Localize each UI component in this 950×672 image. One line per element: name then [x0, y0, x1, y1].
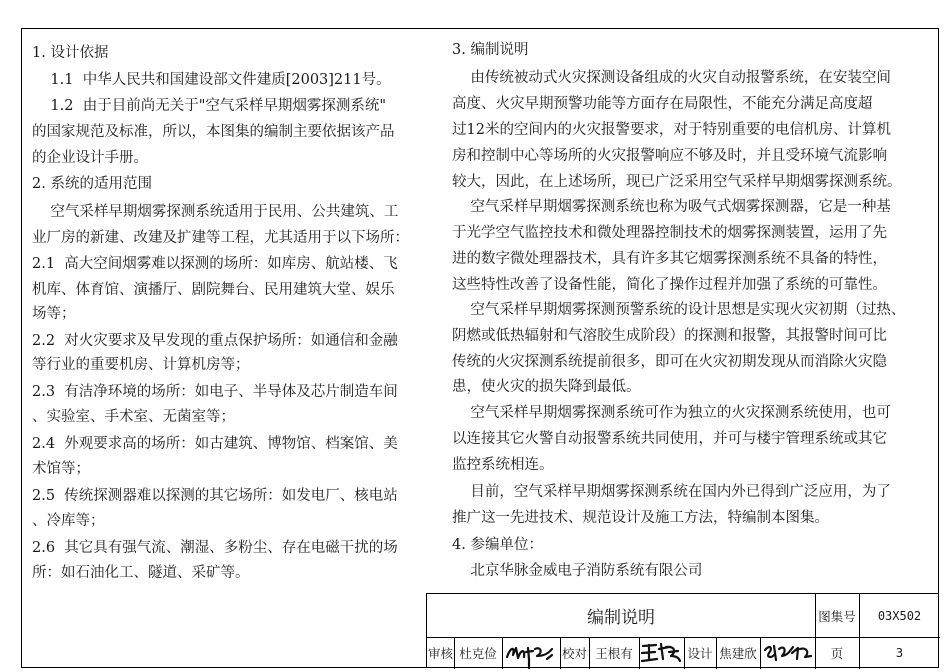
text-line: 空气采样早期烟雾探测系统可作为独立的火灾探测系统使用，也可: [452, 405, 891, 421]
designer-signature: [760, 637, 815, 669]
text-line: 较大，因此，在上述场所，现已广泛采用空气采样早期烟雾探测系统。: [452, 174, 902, 190]
text-line: 于光学空气监控技术和微处理器控制技术的烟雾探测装置，运用了先: [452, 225, 887, 241]
signature-icon: [502, 637, 560, 669]
text-line: 这些特性改善了设备性能，简化了操作过程并加强了系统的可靠性。: [452, 277, 887, 293]
text-line: 空气采样早期烟雾探测系统也称为吸气式烟雾探测器，它是一种基: [452, 199, 891, 215]
text-line: 患，使火灾的损失降到最低。: [452, 379, 641, 395]
text-line: 北京华脉金威电子消防系统有限公司: [452, 563, 703, 579]
text-line: 2.3 有洁净环境的场所：如电子、半导体及芯片制造车间: [32, 384, 398, 400]
check-label: 校对: [561, 646, 587, 661]
text-line: 1.1 中华人民共和国建设部文件建质[2003]211号。: [32, 72, 391, 88]
title-block: [426, 593, 939, 668]
text-line: 2.1 高大空间烟雾难以探测的场所：如库房、航站楼、飞: [32, 256, 398, 272]
text-line: 业厂房的新建、改建及扩建等工程，尤其适用于以下场所：: [32, 230, 409, 246]
signature-icon: [639, 637, 684, 669]
review-label: 审核: [427, 646, 453, 661]
section-heading: 4. 参编单位：: [452, 537, 543, 553]
section-heading: 1. 设计依据: [32, 45, 109, 61]
text-line: 空气采样早期烟雾探测系统适用于民用、公共建筑、工: [32, 204, 399, 220]
reviewer-signature: [502, 637, 560, 669]
text-line: 术馆等；: [32, 461, 90, 477]
text-line: 的企业设计手册。: [32, 150, 148, 166]
reviewer-name: 杜克俭: [459, 646, 497, 661]
text-line: 等行业的重要机房、计算机房等；: [32, 357, 250, 373]
section-heading: 3. 编制说明: [452, 42, 529, 58]
page-number: 3: [895, 646, 904, 660]
design-label: 设计: [687, 646, 713, 661]
designer-name: 焦建欣: [719, 646, 757, 661]
page-label: 页: [830, 646, 844, 661]
text-line: 过12米的空间内的火灾报警要求，对于特别重要的电信机房、计算机: [452, 122, 891, 138]
checker-name: 王根有: [595, 646, 633, 661]
text-line: 由传统被动式火灾探测设备组成的火灾自动报警系统，在安装空间: [452, 70, 891, 86]
text-line: 2.5 传统探测器难以探测的其它场所：如发电厂、核电站: [32, 488, 398, 504]
text-line: 场等；: [32, 306, 76, 322]
text-line: 空气采样早期烟雾探测预警系统的设计思想是实现火灾初期（过热、: [452, 302, 906, 318]
text-line: 阴燃或低热辐射和气溶胶生成阶段）的探测和报警，其报警时间可比: [452, 328, 887, 344]
text-line: 目前，空气采样早期烟雾探测系统在国内外已得到广泛应用，为了: [452, 484, 891, 500]
section-heading: 2. 系统的适用范围: [32, 176, 152, 192]
text-line: 、实验室、手术室、无菌室等；: [32, 409, 235, 425]
text-line: 以连接其它火警自动报警系统共同使用，并可与楼宇管理系统或其它: [452, 431, 887, 447]
text-line: 进的数字微处理器技术，具有许多其它烟雾探测系统不具备的特性，: [452, 251, 887, 267]
text-line: 传统的火灾探测系统提前很多，即可在火灾初期发现从而消除火灾隐: [452, 354, 887, 370]
text-line: 推广这一先进技术、规范设计及施工方法，特编制本图集。: [452, 510, 829, 526]
text-line: 的国家规范及标准，所以，本图集的编制主要依据该产品: [32, 124, 395, 140]
atlas-number-label: 图集号: [818, 608, 856, 624]
text-line: 房和控制中心等场所的火灾报警响应不够及时，并且受环境气流影响: [452, 148, 887, 164]
text-line: 2.4 外观要求高的场所：如古建筑、博物馆、档案馆、美: [32, 436, 398, 452]
checker-signature: [639, 637, 684, 669]
text-line: 2.6 其它具有强气流、潮湿、多粉尘、存在电磁干扰的场: [32, 540, 398, 556]
text-line: 高度、火灾早期预警功能等方面存在局限性，不能充分满足高度超: [452, 96, 873, 112]
atlas-number: 03X502: [877, 608, 922, 623]
text-line: 2.2 对火灾要求及早发现的重点保护场所：如通信和金融: [32, 333, 398, 349]
drawing-title: 编制说明: [587, 608, 655, 628]
text-line: 机库、体育馆、演播厅、剧院舞台、民用建筑大堂、娱乐: [32, 282, 395, 298]
text-line: 所：如石油化工、隧道、采矿等。: [32, 565, 250, 581]
text-line: 监控系统相连。: [452, 457, 554, 473]
text-line: 1.2 由于目前尚无关于"空气采样早期烟雾探测系统": [32, 98, 387, 114]
text-line: 、冷库等；: [32, 513, 105, 529]
signature-icon: [760, 637, 815, 669]
